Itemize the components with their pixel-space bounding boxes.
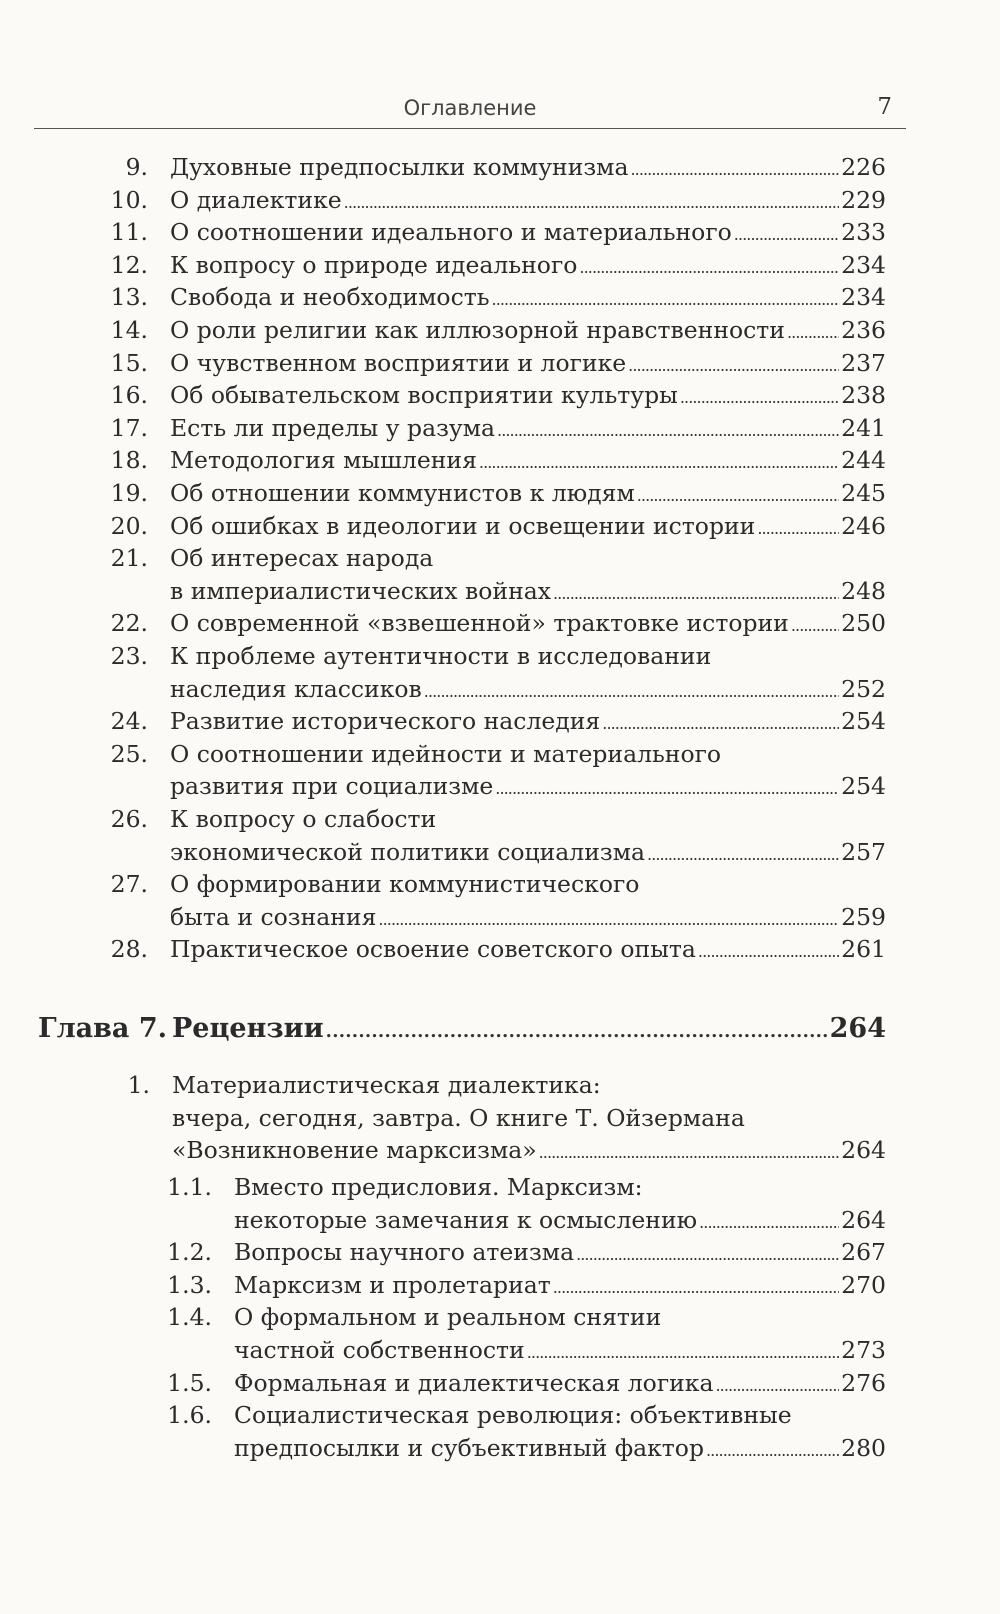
entry-page: 241 bbox=[841, 413, 886, 442]
entry-title: в империалистических войнах bbox=[170, 576, 551, 605]
dot-leader bbox=[495, 772, 839, 806]
chapter-title: Рецензии bbox=[172, 1013, 324, 1044]
entry-number: 28. bbox=[110, 935, 148, 964]
toc-entry bbox=[234, 1333, 886, 1367]
entry-page: 237 bbox=[841, 348, 886, 377]
entry-page: 264 bbox=[841, 1205, 886, 1234]
entry-title: Об ошибках в идеологии и освещении истории bbox=[170, 511, 756, 540]
dot-leader bbox=[698, 935, 839, 969]
running-header bbox=[34, 90, 906, 129]
entry-page: 234 bbox=[841, 283, 886, 312]
entry-page: 226 bbox=[841, 153, 886, 181]
toc-entry bbox=[170, 378, 886, 412]
entry-title: некоторые замечания к осмыслению bbox=[234, 1205, 698, 1234]
entry-number: 9. bbox=[125, 153, 148, 181]
entry-title: Об обывательском восприятии культуры bbox=[170, 381, 678, 410]
dot-leader bbox=[791, 609, 839, 643]
entry-page: 234 bbox=[841, 250, 886, 279]
entry-number: 24. bbox=[110, 707, 148, 736]
entry-number: 23. bbox=[110, 642, 148, 670]
entry-page: 254 bbox=[841, 772, 886, 801]
entry-page: 276 bbox=[841, 1368, 886, 1397]
entry-title-line: Материалистическая диалектика: bbox=[172, 1071, 601, 1099]
entry-page: 261 bbox=[841, 935, 886, 964]
toc-entry bbox=[234, 1268, 886, 1302]
chapter-label: Глава 7. bbox=[38, 1013, 168, 1044]
entry-title: развития при социализме bbox=[170, 772, 494, 801]
toc-entry bbox=[170, 313, 886, 347]
entry-title: О современной «взвешенной» трактовке истории bbox=[170, 609, 789, 638]
entry-number: 16. bbox=[110, 381, 148, 410]
entry-title-line: Социалистическая революция: объективные bbox=[234, 1401, 792, 1430]
toc-entry bbox=[170, 150, 886, 184]
entry-page: 264 bbox=[841, 1136, 886, 1165]
entry-number: 1.5. bbox=[167, 1368, 212, 1397]
toc-entry bbox=[170, 248, 886, 282]
header-title: Оглавление bbox=[403, 96, 537, 120]
entry-number: 13. bbox=[110, 283, 148, 312]
entry-page: 280 bbox=[841, 1433, 886, 1462]
toc-entry bbox=[170, 574, 886, 608]
toc-entry bbox=[234, 1235, 886, 1269]
entry-number: 11. bbox=[110, 218, 148, 247]
entry-number: 25. bbox=[110, 739, 148, 768]
entry-number: 18. bbox=[110, 446, 148, 475]
entry-page: 246 bbox=[841, 511, 886, 540]
toc-entry bbox=[170, 835, 886, 869]
entry-page: 238 bbox=[841, 381, 886, 410]
toc-entry bbox=[170, 672, 886, 706]
entry-page: 236 bbox=[841, 316, 886, 344]
entry-title: «Возникновение марксизма» bbox=[172, 1136, 537, 1165]
entry-number: 27. bbox=[110, 870, 148, 899]
toc-entry bbox=[170, 215, 886, 249]
dot-leader bbox=[326, 1015, 828, 1049]
entry-title: О диалектике bbox=[170, 185, 342, 214]
toc-entry bbox=[170, 183, 886, 217]
toc-entry bbox=[170, 769, 886, 803]
entry-number: 12. bbox=[110, 250, 148, 279]
entry-page: 259 bbox=[841, 902, 886, 931]
entry-title-line: вчера, сегодня, завтра. О книге Т. Ойзермана bbox=[172, 1103, 745, 1132]
entry-page: 273 bbox=[841, 1336, 886, 1364]
entry-page: 252 bbox=[841, 674, 886, 703]
entry-page: 244 bbox=[841, 446, 886, 475]
toc-entry bbox=[170, 509, 886, 543]
entry-number: 21. bbox=[110, 544, 148, 573]
entry-number: 1.6. bbox=[167, 1401, 212, 1430]
entry-page: 270 bbox=[841, 1270, 886, 1299]
page-number: 7 bbox=[877, 94, 892, 120]
entry-title: наследия классиков bbox=[170, 674, 422, 703]
entry-number: 26. bbox=[110, 805, 148, 833]
entry-title-line: О соотношении идейности и материального bbox=[170, 739, 722, 768]
entry-title: Духовные предпосылки коммунизма bbox=[170, 153, 629, 181]
entry-title: частной собственности bbox=[234, 1336, 525, 1364]
entry-title: Развитие исторического наследия bbox=[170, 707, 601, 736]
toc-entry bbox=[170, 476, 886, 510]
toc-entry bbox=[234, 1366, 886, 1400]
entry-page: 267 bbox=[841, 1238, 886, 1267]
entry-number: 15. bbox=[110, 348, 148, 377]
entry-number: 19. bbox=[110, 479, 148, 507]
entry-page: 250 bbox=[841, 609, 886, 638]
entry-number: 1.1. bbox=[167, 1173, 212, 1201]
toc-entry bbox=[170, 932, 886, 966]
dot-leader bbox=[647, 838, 839, 872]
entry-number: 1.2. bbox=[167, 1238, 212, 1267]
entry-title: быта и сознания bbox=[170, 902, 377, 931]
entry-title: Свобода и необходимость bbox=[170, 283, 490, 312]
entry-title-line: Об интересах народа bbox=[170, 544, 434, 573]
entry-number: 17. bbox=[110, 413, 148, 442]
entry-title: К вопросу о природе идеального bbox=[170, 250, 578, 279]
entry-title: Формальная и диалектическая логика bbox=[234, 1368, 714, 1397]
entry-page: 245 bbox=[841, 479, 886, 507]
entry-page: 229 bbox=[841, 185, 886, 214]
toc-entry bbox=[234, 1431, 886, 1465]
entry-number: 1. bbox=[127, 1071, 150, 1099]
chapter-page: 264 bbox=[829, 1013, 886, 1044]
toc-entry bbox=[234, 1203, 886, 1237]
entry-page: 233 bbox=[841, 218, 886, 247]
entry-number: 1.3. bbox=[167, 1270, 212, 1299]
entry-title: Вопросы научного атеизма bbox=[234, 1238, 575, 1267]
entry-title: Есть ли пределы у разума bbox=[170, 413, 496, 442]
entry-title: Практическое освоение советского опыта bbox=[170, 935, 696, 964]
entry-page: 254 bbox=[841, 707, 886, 736]
entry-number: 1.4. bbox=[167, 1303, 212, 1332]
entry-title: Марксизм и пролетариат bbox=[234, 1270, 551, 1299]
entry-title: экономической политики социализма bbox=[170, 837, 646, 866]
entry-title: О роли религии как иллюзорной нравственности bbox=[170, 316, 785, 344]
entry-title: О соотношении идеального и материального bbox=[170, 218, 732, 247]
entry-number: 20. bbox=[110, 511, 148, 540]
entry-title-line: О формировании коммунистического bbox=[170, 870, 640, 899]
entry-title: Методология мышления bbox=[170, 446, 477, 475]
dot-leader bbox=[539, 1136, 840, 1170]
entry-number: 22. bbox=[110, 609, 148, 638]
toc-entry bbox=[170, 280, 886, 314]
entry-title: Об отношении коммунистов к людям bbox=[170, 479, 635, 507]
toc-entry bbox=[170, 411, 886, 445]
dot-leader bbox=[757, 512, 839, 546]
entry-page: 248 bbox=[841, 576, 886, 605]
toc-entry bbox=[170, 443, 886, 477]
toc-entry bbox=[170, 900, 886, 934]
entry-title: О чувственном восприятии и логике bbox=[170, 348, 627, 377]
toc-entry bbox=[172, 1133, 886, 1167]
toc-entry bbox=[170, 346, 886, 380]
entry-title-line: О формальном и реальном снятии bbox=[234, 1303, 662, 1332]
entry-title-line: К вопросу о слабости bbox=[170, 805, 437, 833]
dot-leader bbox=[706, 1434, 839, 1468]
entry-page: 257 bbox=[841, 837, 886, 866]
chapter-entry bbox=[172, 1012, 886, 1046]
toc-entry bbox=[170, 606, 886, 640]
entry-number: 14. bbox=[110, 316, 148, 344]
entry-number: 10. bbox=[110, 185, 148, 214]
entry-title-line: Вместо предисловия. Марксизм: bbox=[234, 1173, 643, 1201]
entry-title: предпосылки и субъективный фактор bbox=[234, 1433, 704, 1462]
entry-title-line: К проблеме аутентичности в исследовании bbox=[170, 642, 712, 670]
toc-entry bbox=[170, 704, 886, 738]
